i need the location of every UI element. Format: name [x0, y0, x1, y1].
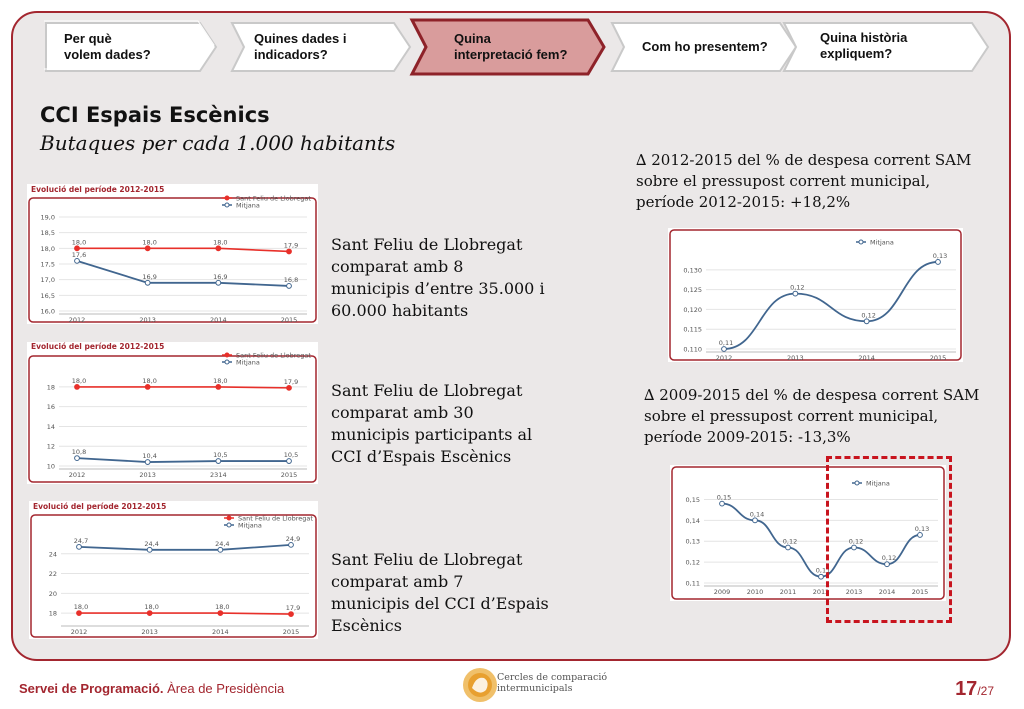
data-label: 0,11: [718, 339, 734, 347]
data-point: [287, 385, 292, 390]
x-tick-label: 2014: [858, 354, 875, 362]
data-point: [936, 260, 941, 265]
step-label: Quines dades i indicadors?: [254, 31, 347, 62]
legend-label: Sant Feliu de Llobregat: [236, 194, 311, 203]
data-point: [287, 459, 292, 464]
data-label: 17,9: [283, 241, 299, 250]
data-point: [720, 501, 725, 506]
y-tick-label: 18: [48, 609, 57, 618]
chart-border: [670, 230, 961, 360]
data-point: [218, 611, 223, 616]
data-point: [216, 246, 221, 251]
data-label: 18,0: [215, 603, 230, 612]
chart-butaques-7-municipis: [29, 501, 318, 639]
data-point: [819, 574, 824, 579]
legend-marker: [859, 240, 863, 244]
y-tick-label: 0,120: [683, 305, 702, 314]
legend-label: Mitjana: [870, 238, 894, 247]
data-point: [75, 384, 80, 389]
legend-marker: [225, 360, 229, 364]
data-label: 17,9: [283, 377, 299, 386]
data-point: [864, 319, 869, 324]
data-point: [287, 249, 292, 254]
data-label: 0,13: [932, 251, 948, 260]
chart-svg: [27, 342, 318, 484]
legend-marker: [225, 353, 229, 357]
y-tick-label: 0,11: [685, 579, 700, 588]
x-tick-label: 2011: [779, 588, 797, 596]
chart-border: [31, 515, 316, 637]
data-label: 0,15: [716, 493, 732, 502]
chart-title: Evolució del període 2012-2015: [33, 502, 167, 511]
y-tick-label: 18,5: [40, 229, 55, 238]
data-point: [216, 384, 221, 389]
y-tick-label: 0,13: [685, 537, 700, 546]
data-label: 18,0: [73, 603, 89, 612]
x-tick-label: 2012: [68, 316, 86, 324]
data-label: 17,9: [285, 604, 301, 613]
description-line: comparat amb 8: [331, 257, 464, 276]
data-point: [786, 545, 791, 550]
step-quina-historia[interactable]: [780, 19, 996, 75]
data-label: 24,4: [144, 539, 159, 548]
x-tick-label: 2012: [715, 354, 733, 362]
data-point: [722, 347, 727, 352]
step-quines-dades[interactable]: [228, 19, 416, 75]
description-line: CCI d’Espais Escènics: [331, 447, 512, 466]
data-label: 24,4: [215, 539, 230, 548]
x-tick-label: 2012: [68, 471, 86, 479]
chart-title: Evolució del període 2012-2015: [31, 185, 165, 194]
description-line: Sant Feliu de Llobregat: [331, 550, 523, 569]
data-label: 0,12: [881, 554, 897, 563]
step-label: Per què volem dades?: [64, 31, 151, 62]
y-tick-label: 16: [46, 403, 55, 412]
data-point: [145, 460, 150, 465]
y-tick-label: 14: [46, 422, 55, 431]
y-tick-label: 0,15: [685, 495, 700, 504]
legend-marker: [227, 523, 231, 527]
y-tick-label: 0,12: [685, 558, 700, 567]
step-com-ho-presentem[interactable]: [608, 19, 804, 75]
data-label: 10,5: [213, 451, 228, 460]
x-tick-label: 2015: [280, 316, 298, 324]
x-tick-label: 2014: [210, 316, 227, 324]
legend-marker: [225, 203, 229, 207]
data-point: [289, 542, 294, 547]
data-label: 0,12: [790, 283, 805, 292]
description-line: municipis participants al: [331, 425, 533, 444]
data-point: [75, 258, 80, 263]
description-line: municipis d’entre 35.000 i: [331, 279, 545, 298]
data-point: [77, 544, 82, 549]
note-line: ∆ 2009-2015 del % de despesa corrent SAM: [644, 386, 980, 404]
x-tick-label: 2015: [280, 471, 298, 479]
legend-marker: [225, 196, 229, 200]
data-label: 24,7: [73, 536, 89, 545]
y-tick-label: 0,130: [683, 266, 702, 275]
data-label: 18,0: [71, 376, 87, 385]
x-tick-label: 2015: [911, 588, 929, 596]
data-point: [753, 518, 758, 523]
chart-svg: [29, 501, 318, 639]
legend-label: Sant Feliu de Llobregat: [238, 514, 313, 523]
y-tick-label: 16,5: [40, 291, 55, 300]
description-line: 60.000 habitants: [331, 301, 469, 320]
x-tick-label: 2015: [282, 628, 300, 636]
data-label: 0,14: [749, 510, 765, 519]
data-point: [145, 280, 150, 285]
data-label: 24,9: [285, 534, 301, 543]
data-label: 18,0: [213, 376, 228, 385]
data-label: 0,12: [782, 537, 798, 546]
process-steps: [42, 19, 997, 77]
chart-svg: [668, 228, 963, 362]
x-tick-label: 2012: [70, 628, 88, 636]
logo-text: [497, 672, 607, 694]
data-label: 18,0: [142, 238, 157, 247]
description-7-municipis: [331, 549, 549, 637]
data-label: 16,9: [213, 272, 228, 281]
y-tick-label: 0,14: [685, 516, 700, 525]
y-tick-label: 0,125: [683, 286, 702, 295]
data-point: [77, 611, 82, 616]
legend-label: Sant Feliu de Llobregat: [236, 351, 311, 360]
step-label: Quina història expliquem?: [820, 30, 908, 61]
x-tick-label: 2013: [141, 628, 158, 636]
data-label: 10,4: [142, 452, 157, 461]
chart-border: [29, 356, 316, 482]
data-point: [216, 280, 221, 285]
y-tick-label: 22: [48, 570, 57, 579]
data-point: [289, 612, 294, 617]
step-label: Quina interpretació fem?: [454, 31, 568, 62]
logo-line: intermunicipals: [497, 683, 573, 694]
logo-line: Cercles de comparació: [497, 672, 608, 683]
description-30-municipis: [331, 380, 532, 468]
y-tick-label: 18: [46, 383, 55, 392]
y-tick-label: 19,0: [40, 213, 55, 222]
footer-area-name: Àrea de Presidència: [163, 681, 285, 696]
page-current: 17: [955, 678, 978, 700]
data-point: [793, 291, 798, 296]
legend-label: Mitjana: [238, 521, 262, 530]
legend-label: Mitjana: [236, 358, 260, 367]
data-label: 17,6: [71, 250, 87, 259]
y-tick-label: 0,110: [683, 345, 702, 354]
description-line: comparat amb 30: [331, 403, 474, 422]
data-label: 18,0: [213, 238, 228, 247]
x-tick-label: 2314: [210, 471, 227, 479]
step-label: Com ho presentem?: [642, 39, 768, 54]
footer-organization: [19, 681, 284, 696]
description-8-municipis: [331, 234, 545, 322]
data-label: 0,12: [848, 537, 864, 546]
note-line: període 2012-2015: +18,2%: [636, 193, 851, 211]
data-point: [145, 246, 150, 251]
y-tick-label: 10: [46, 462, 55, 471]
data-point: [218, 547, 223, 552]
x-tick-label: 2014: [878, 588, 896, 596]
data-label: 0,11: [815, 566, 831, 575]
data-label: 18,0: [142, 376, 157, 385]
y-tick-label: 20: [48, 589, 57, 598]
chart-title: Evolució del període 2012-2015: [31, 342, 165, 351]
description-line: Sant Feliu de Llobregat: [331, 235, 523, 254]
data-label: 16,8: [283, 275, 299, 284]
data-point: [216, 459, 221, 464]
step-per-que[interactable]: [42, 19, 222, 75]
note-line: ∆ 2012-2015 del % de despesa corrent SAM: [636, 151, 972, 169]
note-line: sobre el pressupost corrent municipal,: [636, 172, 931, 190]
page-total: /27: [977, 684, 994, 698]
chart-despesa-2012-2015: [668, 228, 963, 362]
legend-label: Mitjana: [866, 479, 890, 488]
data-point: [147, 547, 152, 552]
x-tick-label: 2014: [212, 628, 229, 636]
x-tick-label: 2013: [139, 471, 156, 479]
highlight-box-2012-2015: [826, 456, 952, 623]
x-tick-label: 2013: [787, 354, 804, 362]
note-line: sobre el pressupost corrent municipal,: [644, 407, 939, 425]
note-despesa-2012-2015: [636, 150, 971, 213]
x-tick-label: 2013: [139, 316, 156, 324]
x-tick-label: 2015: [929, 354, 947, 362]
data-label: 18,0: [71, 238, 87, 247]
y-tick-label: 24: [48, 550, 57, 559]
y-tick-label: 16,0: [40, 307, 55, 316]
step-quina-interpretacio[interactable]: [410, 19, 610, 75]
y-tick-label: 17,5: [40, 260, 55, 269]
y-tick-label: 12: [46, 442, 55, 451]
data-point: [287, 284, 292, 289]
data-label: 10,8: [71, 448, 87, 457]
note-line: període 2009-2015: -13,3%: [644, 428, 851, 446]
data-point: [147, 611, 152, 616]
page-title: CCI Espais Escènics: [40, 103, 270, 127]
legend-label: Mitjana: [236, 201, 260, 210]
page-subtitle: Butaques per cada 1.000 habitants: [40, 131, 396, 155]
data-label: 0,12: [861, 311, 876, 320]
x-tick-label: 2009: [713, 588, 731, 596]
description-line: Escènics: [331, 616, 402, 635]
y-tick-label: 0,115: [683, 325, 702, 334]
y-tick-label: 18,0: [40, 244, 55, 253]
description-line: Sant Feliu de Llobregat: [331, 381, 523, 400]
y-tick-label: 17,0: [40, 276, 55, 285]
x-tick-label: 2010: [746, 588, 764, 596]
data-label: 18,0: [144, 603, 159, 612]
chart-butaques-8-municipis: [27, 184, 318, 324]
data-label: 16,9: [142, 272, 157, 281]
description-line: municipis del CCI d’Espais: [331, 594, 549, 613]
page-number: [955, 678, 994, 701]
chart-butaques-30-municipis: [27, 342, 318, 484]
data-point: [75, 456, 80, 461]
data-label: 0,13: [914, 524, 930, 533]
x-tick-label: 2013: [845, 588, 863, 596]
footer-org-name: Servei de Programació.: [19, 681, 164, 696]
note-despesa-2009-2015: [644, 385, 979, 448]
x-tick-label: 2012: [812, 588, 830, 596]
legend-marker: [227, 516, 231, 520]
description-line: comparat amb 7: [331, 572, 464, 591]
chart-svg: [27, 184, 318, 324]
data-point: [145, 384, 150, 389]
data-label: 10,5: [283, 451, 299, 460]
